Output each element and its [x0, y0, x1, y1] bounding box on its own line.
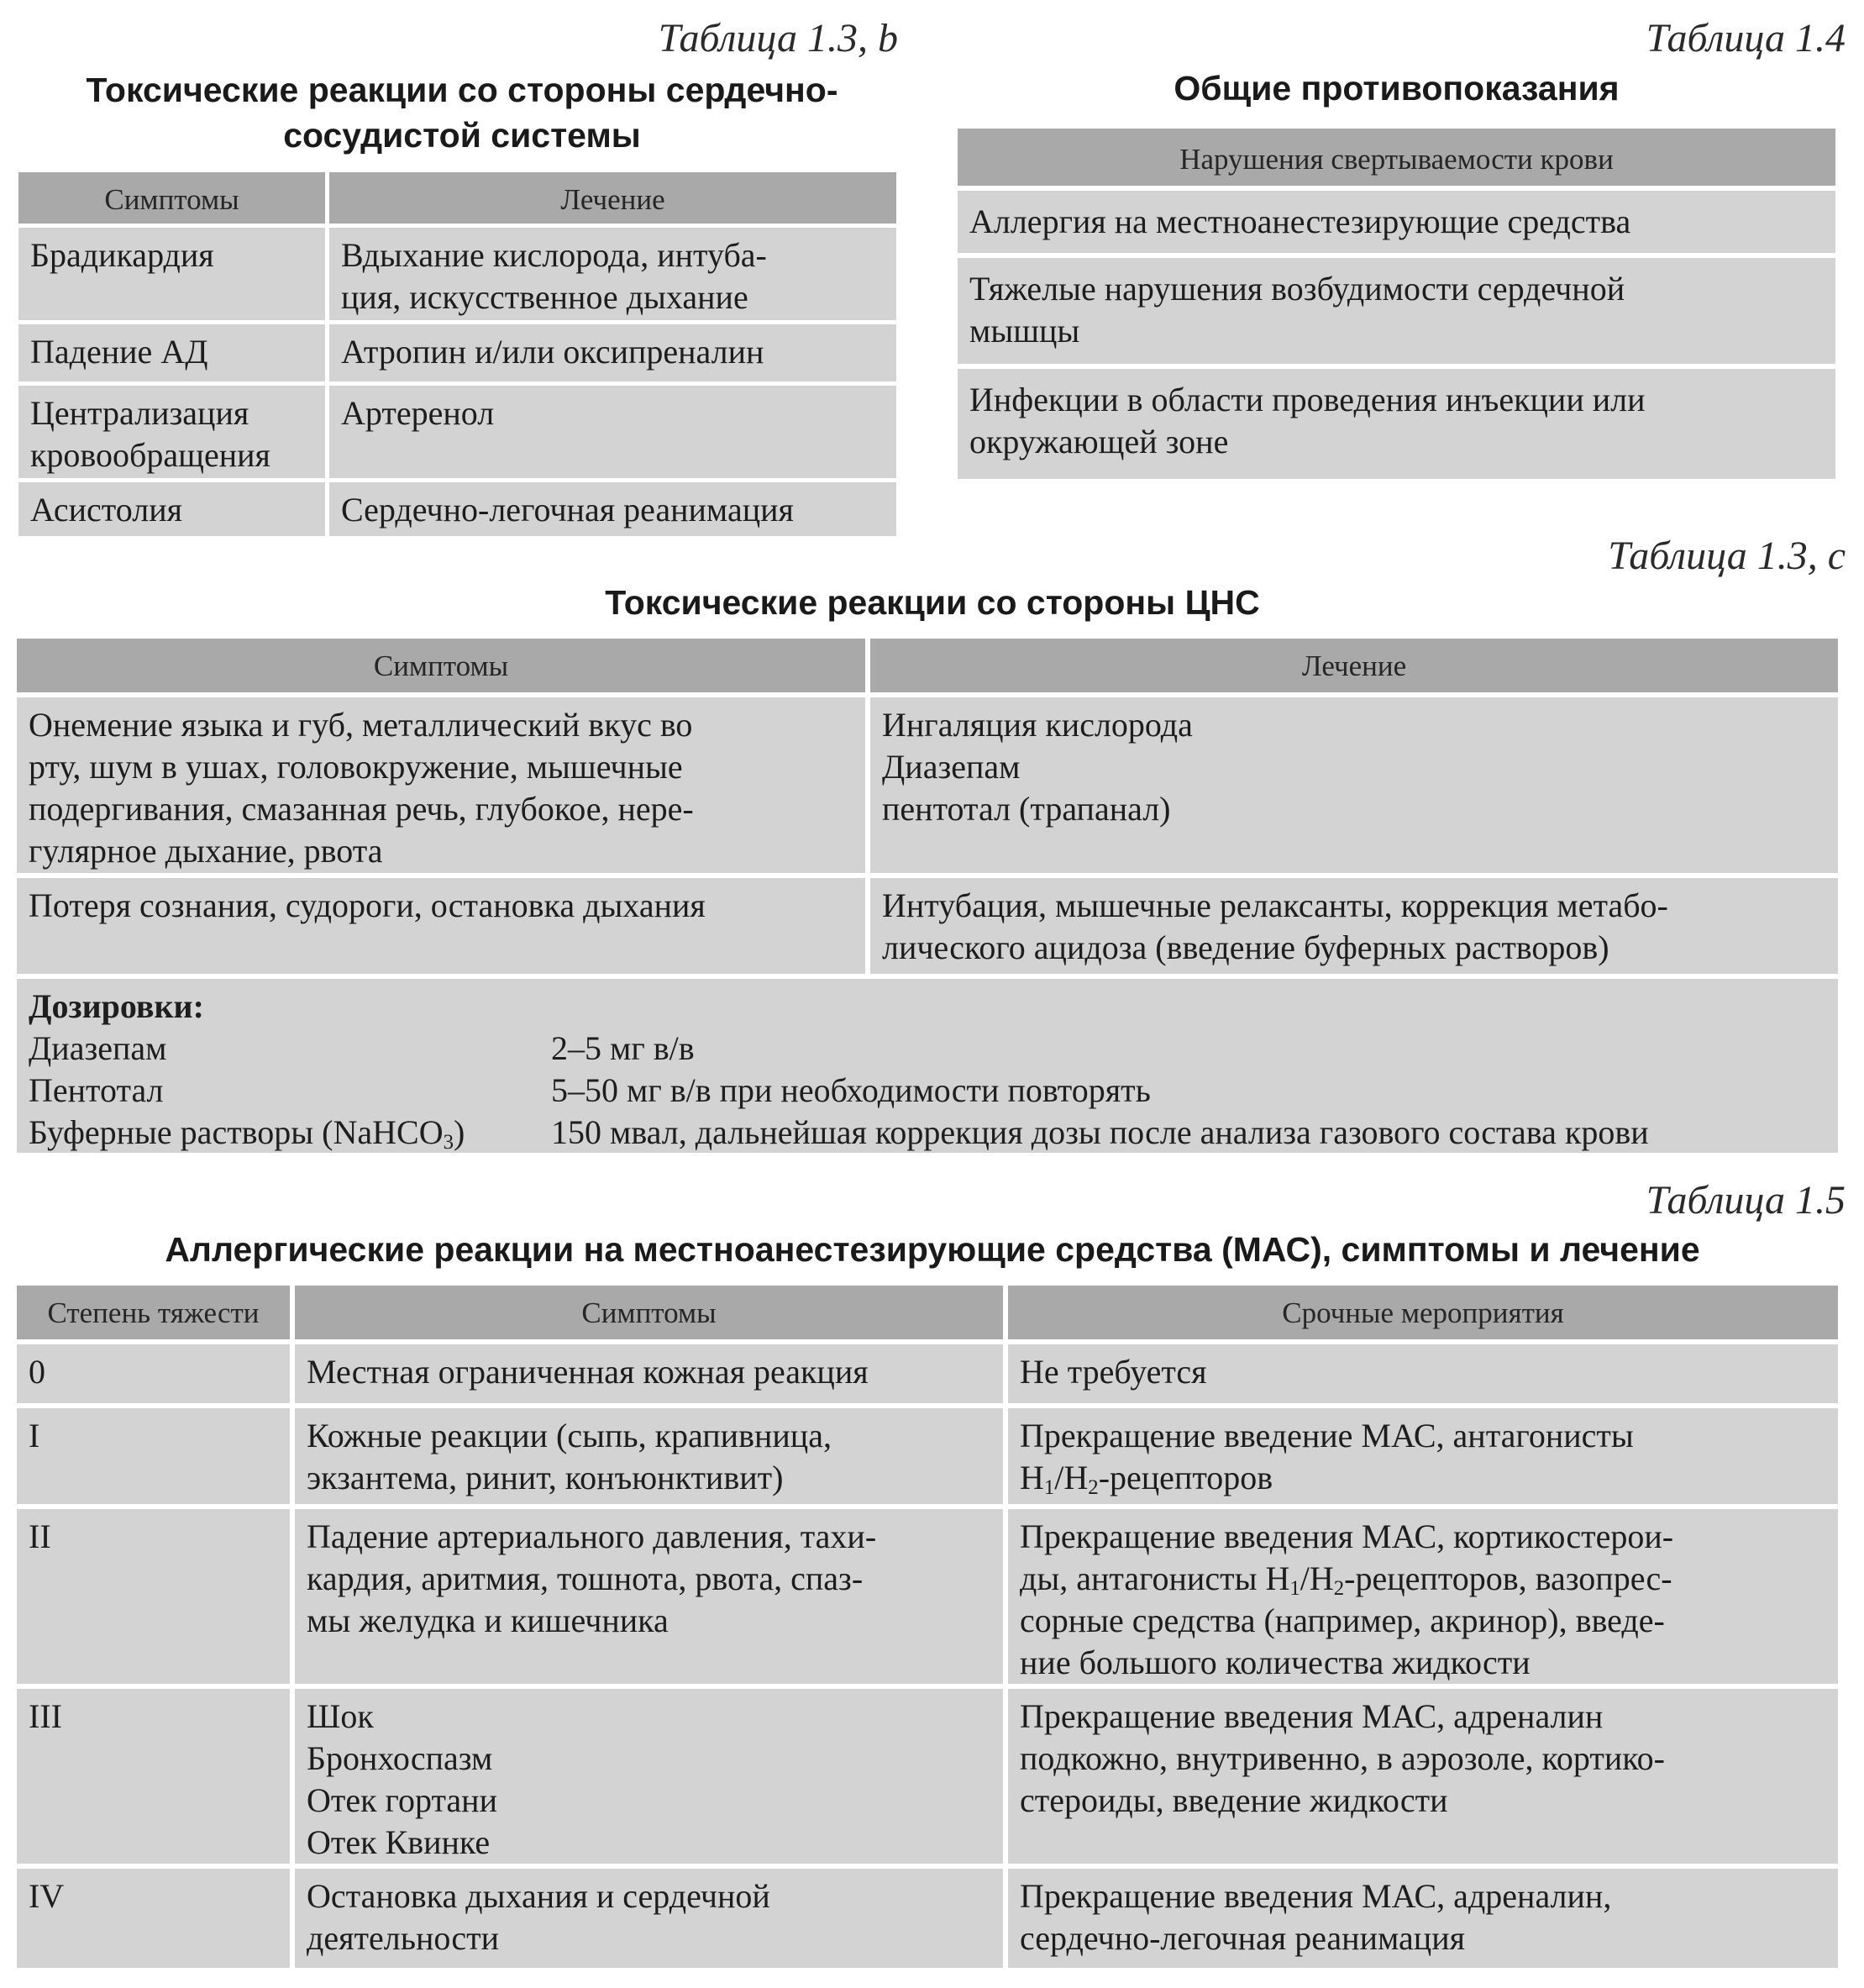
- symptoms-cell: Падение артериального давления, тахи- кардия, аритмия, тошнота, рвота, спаз- мы желудка и кишечника: [307, 1517, 877, 1639]
- table-1-3-c-title: Токсические реакции со стороны ЦНС: [605, 583, 1260, 622]
- table-1-3-c-label: Таблица 1.3, c: [1608, 534, 1846, 578]
- treatment-cell: Ингаляция кислорода Диазепам пентотал (трапанал): [882, 706, 1193, 828]
- table-row: [17, 1509, 1838, 1684]
- table-1-3-b-label: Таблица 1.3, b: [658, 16, 898, 60]
- table-1-4-label: Таблица 1.4: [1646, 16, 1846, 60]
- dosage-dose: 150 мвал, дальнейшая коррекция дозы после анализа газового состава крови: [551, 1113, 1649, 1151]
- column-header-grade: Степень тяжести: [17, 1286, 290, 1339]
- grade-cell: II: [29, 1517, 51, 1555]
- grade-cell: III: [29, 1697, 62, 1735]
- table-row: [958, 258, 1835, 364]
- table-1-3-c: [17, 639, 1838, 1153]
- table-row: [18, 482, 896, 536]
- table-row: [18, 324, 896, 381]
- treatment-cell: Артеренол: [341, 394, 495, 432]
- table-1-5-title: Аллергические реакции на местноанестезирующие средства (МАС), симптомы и лечение: [165, 1230, 1700, 1269]
- treatment-cell: Атропин и/или оксипреналин: [341, 333, 764, 371]
- table-row: [17, 1869, 1838, 1968]
- symptom-cell: Падение АД: [30, 333, 208, 371]
- table-header-row: [17, 639, 1838, 692]
- symptom-cell: Брадикардия: [30, 236, 214, 274]
- symptom-cell: Онемение языка и губ, металлический вкус во рту, шум в ушах, головокружение, мышечные подергивания, смазанная речь, глубокое, нере- гулярное дыхание, рвота: [29, 706, 694, 870]
- symptom-cell: Потеря сознания, судороги, остановка дыхания: [29, 886, 706, 924]
- table-1-3-b-title: [17, 67, 907, 158]
- table-1-4-header: Нарушения свертываемости крови: [958, 129, 1835, 186]
- table-row: [18, 386, 896, 478]
- table-row: [958, 191, 1835, 253]
- table-header-row: [18, 172, 896, 224]
- table-row: [17, 1689, 1838, 1864]
- table-row: [17, 1408, 1838, 1504]
- treatment-cell: Интубация, мышечные релаксанты, коррекция метабо- лического ацидоза (введение буферных растворов): [882, 886, 1668, 966]
- column-header-symptoms: Симптомы: [18, 172, 325, 224]
- table-1-4-title: Общие противопоказания: [1174, 69, 1620, 108]
- dosage-drug: Диазепам: [29, 1029, 167, 1067]
- table-row: [17, 878, 1838, 974]
- measures-cell: Прекращение введения МАС, адреналин, сердечно-легочная реанимация: [1020, 1877, 1612, 1957]
- table-row: [18, 228, 896, 320]
- dosage-drug: Пентотал: [29, 1071, 164, 1109]
- contraindication-cell: Тяжелые нарушения возбудимости сердечной мышцы: [969, 270, 1625, 350]
- table-1-5-label: Таблица 1.5: [1646, 1178, 1846, 1223]
- table-header-row: [958, 129, 1835, 186]
- table-row: [17, 1344, 1838, 1403]
- contraindication-cell: Инфекции в области проведения инъекции или окружающей зоне: [969, 381, 1646, 460]
- measures-cell: Прекращение введения МАС, кортикостерои- ды, антагонисты $H_1/H_2$-рецепторов, вазопрес- сорные средства (например, акринор), введе- ние большого количества жидкости: [1008, 1509, 1838, 1684]
- table-1-3-b-title-line1: Токсические реакции со стороны сердечно-: [86, 71, 838, 109]
- grade-cell: 0: [29, 1353, 45, 1391]
- dosage-title: Дозировки:: [29, 987, 204, 1025]
- table-1-4: [958, 129, 1835, 479]
- measures-cell: Прекращение введение МАС, антагонисты $H_1/H_2$-рецепторов: [1008, 1408, 1838, 1504]
- measures-cell: Прекращение введения МАС, адреналин подкожно, внутривенно, в аэрозоле, кортико- стероиды, введение жидкости: [1020, 1697, 1665, 1819]
- column-header-treatment: Лечение: [870, 639, 1838, 692]
- dosage-dose: 5–50 мг в/в при необходимости повторять: [551, 1071, 1151, 1109]
- table-1-3-b: [18, 172, 896, 536]
- column-header-treatment: Лечение: [329, 172, 896, 224]
- table-header-row: [17, 1286, 1838, 1339]
- column-header-measures: Срочные мероприятия: [1008, 1286, 1838, 1339]
- column-header-symptoms: Симптомы: [295, 1286, 1003, 1339]
- grade-cell: I: [29, 1417, 40, 1454]
- table-1-5: [17, 1286, 1838, 1968]
- dosage-block: [17, 979, 1838, 1153]
- symptoms-cell: Остановка дыхания и сердечной деятельности: [307, 1877, 770, 1957]
- dosage-drug: Буферные растворы (NaHCO$_3$): [29, 1113, 465, 1154]
- table-1-3-b-title-line2: сосудистой системы: [283, 116, 641, 155]
- table-row: [17, 697, 1838, 873]
- symptom-cell: Асистолия: [30, 491, 182, 529]
- symptom-cell: Централизация кровообращения: [30, 394, 270, 474]
- symptoms-cell: Местная ограниченная кожная реакция: [307, 1353, 869, 1391]
- measures-cell: Не требуется: [1020, 1353, 1207, 1391]
- dosage-dose: 2–5 мг в/в: [551, 1029, 695, 1067]
- treatment-cell: Сердечно-легочная реанимация: [341, 491, 794, 529]
- column-header-symptoms: Симптомы: [17, 639, 865, 692]
- symptoms-cell: Шок Бронхоспазм Отек гортани Отек Квинке: [307, 1697, 497, 1861]
- contraindication-cell: Аллергия на местноанестезирующие средства: [969, 202, 1631, 240]
- symptoms-cell: Кожные реакции (сыпь, крапивница, экзантема, ринит, конъюнктивит): [307, 1417, 832, 1496]
- treatment-cell: Вдыхание кислорода, интуба- ция, искусственное дыхание: [341, 236, 767, 316]
- table-row: [958, 369, 1835, 479]
- grade-cell: IV: [29, 1877, 65, 1915]
